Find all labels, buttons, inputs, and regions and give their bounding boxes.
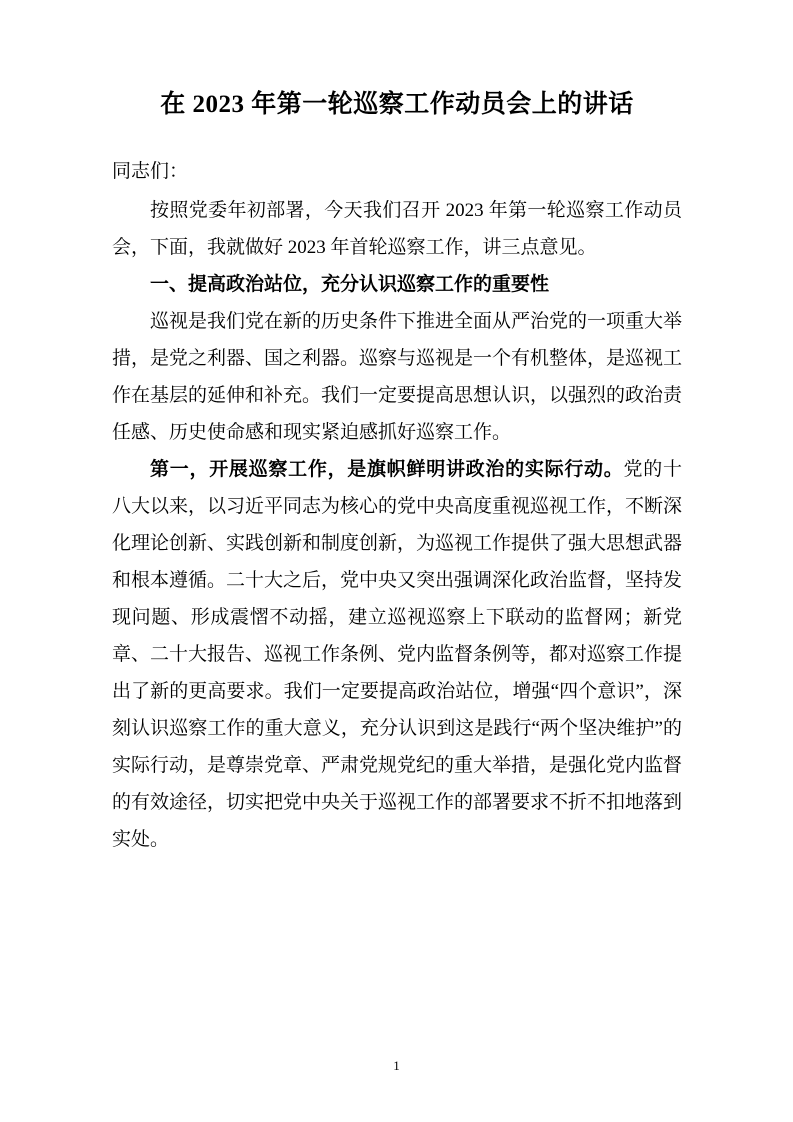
salutation: 同志们： bbox=[112, 160, 189, 182]
page-title: 在 2023 年第一轮巡察工作动员会上的讲话 bbox=[160, 91, 634, 118]
section-heading-1: 一、提高政治站位，充分认识巡察工作的重要性 bbox=[150, 273, 550, 295]
paragraph-intro: 按照党委年初部署，今天我们召开 2023 年第一轮巡察工作动员会，下面，我就做好 2023 年首轮巡察工作，讲三点意见。 bbox=[112, 199, 682, 258]
document-body bbox=[112, 86, 682, 858]
point-1-text: 党的十八大以来，以习近平同志为核心的党中央高度重视巡视工作，不断深化理论创新、实践创新和制度创新，为巡视工作提供了强大思想武器和根本遵循。二十大之后，党中央又突出强调深化政治监督，坚持发现问题、形成震慴不动摇，建立巡视巡察上下联动的监督网；新党章、二十大报告、巡视工作条例、党内监督条例等，都对巡察工作提出了新的更高要求。我们一定要提高政治站位，增强“四个意识”，深刻认识巡察工作的重大意义，充分认识到这是践行“两个坚决维护”的实际行动，是尊崇党章、严肃党规党纪的重大举措，是强化党内监督的有效途径，切实把党中央关于巡视工作的部署要求不折不扣地落到实处。 bbox=[112, 458, 683, 851]
paragraph-section-1-body: 巡视是我们党在新的历史条件下推进全面从严治党的一项重大举措，是党之利器、国之利器。巡察与巡视是一个有机整体，是巡视工作在基层的延伸和补充。我们一定要提高思想认识，以强烈的政治责任感、历史使命感和现实紧迫感抓好巡察工作。 bbox=[112, 310, 683, 443]
point-1-lead: 第一，开展巡察工作，是旗帜鲜明讲政治的实际行动。 bbox=[150, 458, 624, 480]
page-number: 1 bbox=[393, 1058, 400, 1073]
paragraph-point-1 bbox=[112, 451, 682, 859]
